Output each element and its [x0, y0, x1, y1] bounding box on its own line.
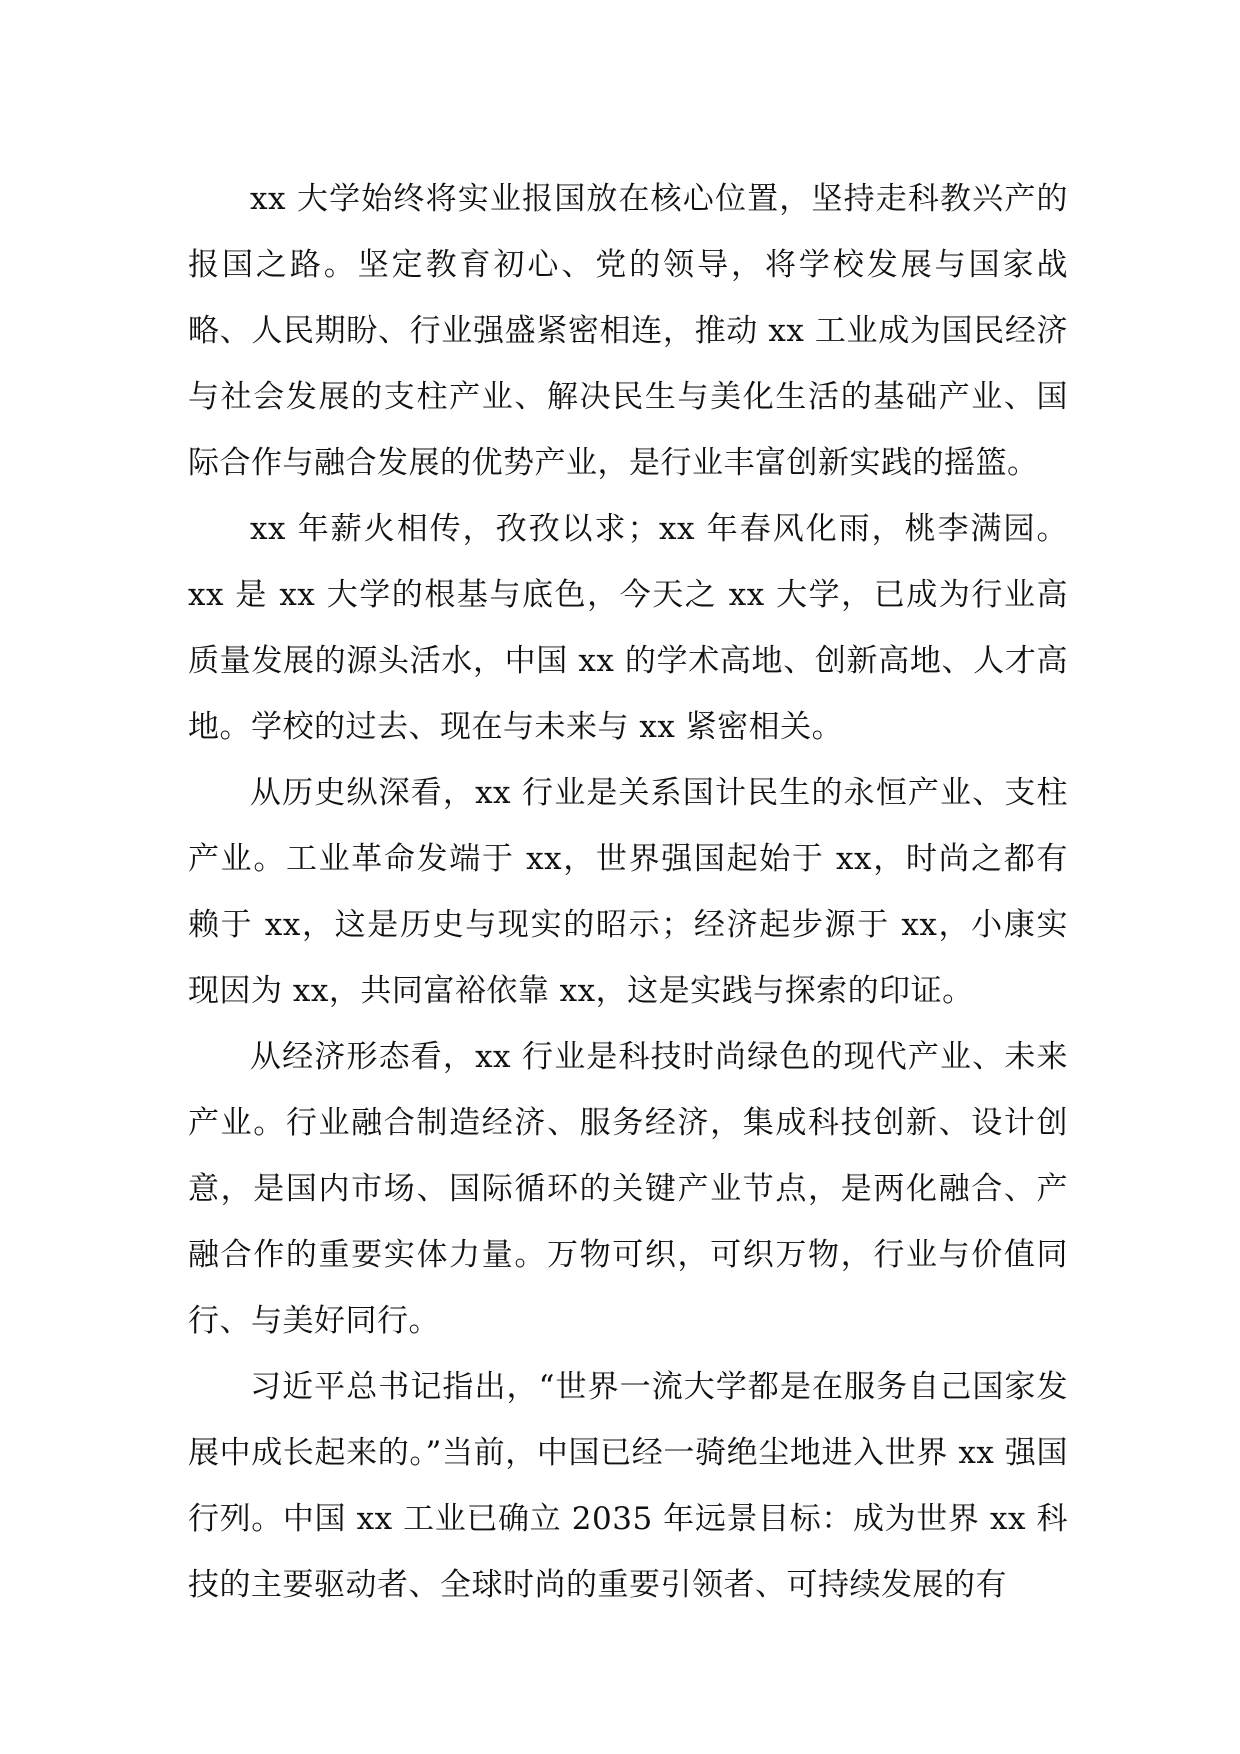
- document-body: [188, 166, 1068, 1618]
- paragraph-5: 习近平总书记指出，“世界一流大学都是在服务自己国家发展中成长起来的。”当前，中国已经一骑绝尘地进入世界 xx 强国行列。中国 xx 工业已确立 2035 年远景目标：成为世界 xx 科技的主要驱动者、全球时尚的重要引领者、可持续发展的有: [188, 1369, 1068, 1603]
- paragraph-2: xx 年薪火相传，孜孜以求；xx 年春风化雨，桃李满园。xx 是 xx 大学的根基与底色，今天之 xx 大学，已成为行业高质量发展的源头活水，中国 xx 的学术高地、创新高地、人才高地。学校的过去、现在与未来与 xx 紧密相关。: [188, 511, 1068, 745]
- paragraph-3: 从历史纵深看，xx 行业是关系国计民生的永恒产业、支柱产业。工业革命发端于 xx，世界强国起始于 xx，时尚之都有赖于 xx，这是历史与现实的昭示；经济起步源于 xx，小康实现因为 xx，共同富裕依靠 xx，这是实践与探索的印证。: [188, 775, 1068, 1009]
- paragraph-4: 从经济形态看，xx 行业是科技时尚绿色的现代产业、未来产业。行业融合制造经济、服务经济，集成科技创新、设计创意，是国内市场、国际循环的关键产业节点，是两化融合、产融合作的重要实体力量。万物可织，可织万物，行业与价值同行、与美好同行。: [188, 1039, 1068, 1339]
- paragraph-1: xx 大学始终将实业报国放在核心位置，坚持走科教兴产的报国之路。坚定教育初心、党的领导，将学校发展与国家战略、人民期盼、行业强盛紧密相连，推动 xx 工业成为国民经济与社会发展的支柱产业、解决民生与美化生活的基础产业、国际合作与融合发展的优势产业，是行业丰富创新实践的摇篮。: [188, 181, 1068, 481]
